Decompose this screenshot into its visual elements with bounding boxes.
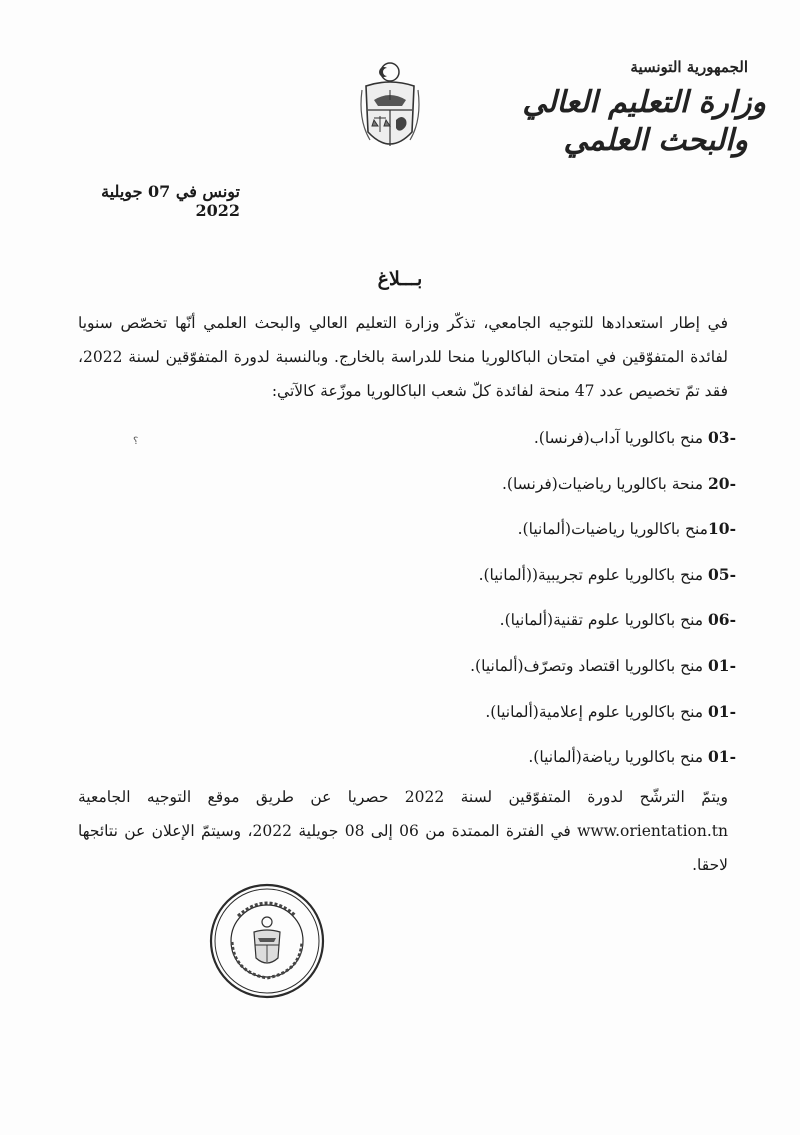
list-item: -01 منح باكالوريا اقتصاد وتصرّف(ألمانيا). <box>470 655 736 675</box>
tunisia-coat-of-arms-emblem <box>358 60 422 158</box>
intro-paragraph: في إطار استعدادها للتوجيه الجامعي، تذكّر وزارة التعليم العالي والبحث العلمي أنّها تخصّص سنويا لفائدة المتفوّقين في امتحان الباكالوريا منحا للدراسة بالخارج. وبالنسبة لدورة المتفوّقين لسنة 2022، فقد تمّ تخصيص عدد 47 منحة لفائدة كلّ شعب الباكالوريا موزّعة كالآتي: <box>78 314 728 400</box>
stray-mark: ؟ <box>133 436 139 447</box>
list-item: -05 منح باكالوريا علوم تجريبية((ألمانيا). <box>478 564 736 584</box>
document-date: تونس في 07 جويلية 2022 <box>101 182 240 220</box>
orientation-link[interactable]: www.orientation.tn <box>577 822 728 840</box>
document-title: بـــلاغ <box>377 268 423 290</box>
official-stamp-seal <box>208 882 326 1000</box>
list-item: -01 منح باكالوريا علوم إعلامية(ألمانيا). <box>485 701 736 721</box>
list-item: -06 منح باكالوريا علوم تقنية(ألمانيا). <box>499 610 736 630</box>
ministry-name-line1: وزارة التعليم العالي <box>522 85 766 120</box>
closing-paragraph: ويتمّ الترشّح لدورة المتفوّقين لسنة 2022 حصريا عن طريق موقع التوجيه الجامعية www.orientation.tn في الفترة الممتدة من 06 إلى 08 جويلية 2022، وسيتمّ الإعلان عن نتائجها لاحقا. <box>78 788 728 874</box>
list-item: -10منح باكالوريا رياضيات(ألمانيا). <box>517 519 736 539</box>
republic-label: الجمهورية التونسية <box>630 58 748 76</box>
list-item: -01 منح باكالوريا رياضة(ألمانيا). <box>528 747 736 767</box>
list-item: -20 منحة باكالوريا رياضيات(فرنسا). <box>501 473 736 493</box>
ministry-name-line2: والبحث العلمي <box>563 123 748 158</box>
ministry-header <box>506 58 766 160</box>
scholarship-list <box>250 426 736 791</box>
list-item: -03 منح باكالوريا آداب(فرنسا). <box>533 428 736 447</box>
